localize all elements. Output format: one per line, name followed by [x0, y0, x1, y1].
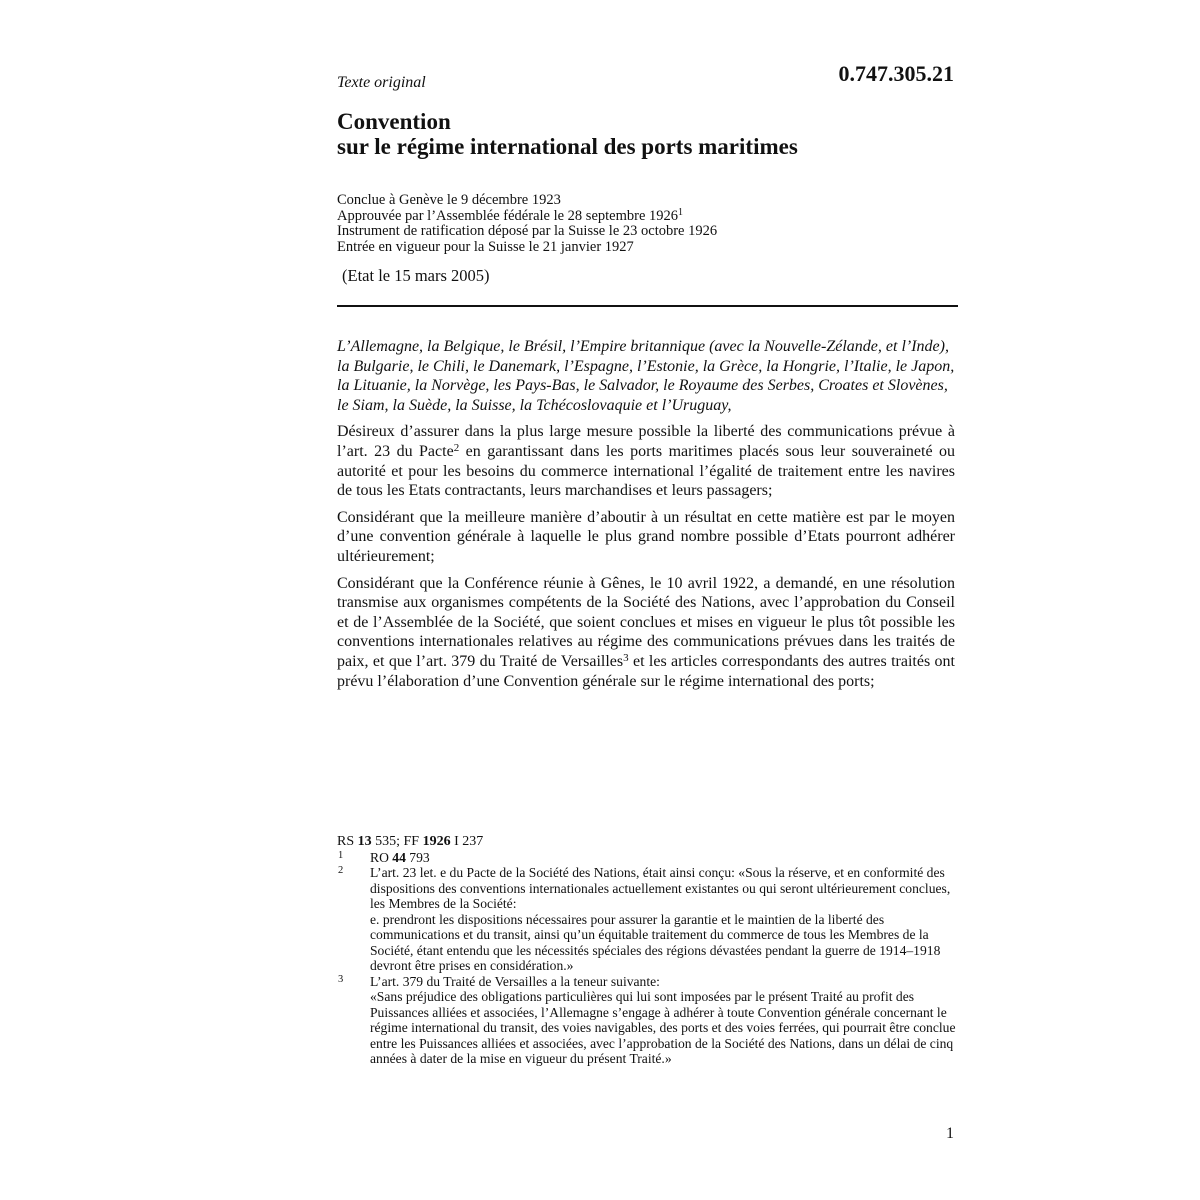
texte-original-label: Texte original	[337, 74, 426, 91]
preamble-paragraph-2: Considérant que la meilleure manière d’aboutir à un résultat en cette matière est par le moyen d’une convention générale à laquelle le plus grand nombre possible d’Etats pourront adhérer ultérieurement;	[337, 508, 955, 565]
footnote-2	[337, 865, 957, 974]
preamble	[337, 337, 955, 698]
meta-approved: Approuvée par l’Assemblée fédérale le 28 septembre 1926$^1$	[337, 206, 684, 224]
meta-ratification: Instrument de ratification déposé par la Suisse le 23 octobre 1926	[337, 223, 718, 239]
footnote-3-text: L’art. 379 du Traité de Versailles a la teneur suivante:	[370, 973, 660, 989]
footnote-ref-3[interactable]: 3	[623, 651, 629, 664]
preamble-paragraph-3: Considérant que la Conférence réunie à Gênes, le 10 avril 1922, a demandé, en une résolution transmise aux organismes compétents de la Société des Nations, avec l’approbation du Conseil et de l’Assemblée de la Société, que soient conclues et mises en vigueur le plus tôt possible les conventions internationales relatives au régime des communications prévues dans les traités de paix, et que l’art. 379 du Traité de Versailles$^3$ et les articles correspondants des autres traités ont prévu l’élaboration d’une Convention générale sur le régime international des ports;	[337, 574, 955, 690]
footnote-3-quote: «Sans préjudice des obligations particulières qui lui sont imposées par le présent Traité au profit des Puissances alliées et associées, l’Allemagne s’engage à adhérer à toute Convention générale concernant le régime international du transit, des voies navigables, des ports et des voies ferrées, qui pourrait être conclue entre les Puissances alliées et associées, avec l’approbation de la Société des Nations, dans un délai de cinq années à dater de la mise en vigueur du présent Traité.»	[370, 989, 956, 1066]
page-title	[337, 109, 798, 159]
title-line-1: Convention	[337, 109, 451, 134]
page-number: 1	[946, 1125, 954, 1142]
document-number: 0.747.305.21	[838, 61, 954, 86]
footnote-2-subsection: e. prendront les dispositions nécessaires pour assurer la garantie et le maintien de la liberté des communications et du transit, ainsi qu’un équitable traitement du commerce de tous les Membres de la Société, étant entendu que les nécessités spéciales des régions dévastées pendant la guerre de 1914–1918 devront être prises en considération.»	[370, 911, 941, 973]
contracting-parties: L’Allemagne, la Belgique, le Brésil, l’Empire britannique (avec la Nouvelle-Zélande, et l’Inde), la Bulgarie, le Chili, le Danemark, l’Espagne, l’Estonie, la Grèce, la Hongrie, l’Italie, le Japon, la Lituanie, la Norvège, les Pays-Bas, le Salvador, le Royaume des Serbes, Croates et Slovènes, le Siam, la Suède, la Suisse, la Tchécoslovaquie et l’Uruguay,	[337, 338, 955, 414]
footnote-number: 2	[338, 865, 344, 876]
footnote-ref-1[interactable]: 1	[678, 206, 684, 218]
meta-concluded: Conclue à Genève le 9 décembre 1923	[337, 192, 561, 208]
title-line-2: sur le régime international des ports maritimes	[337, 134, 798, 159]
footnote-ref-2[interactable]: 2	[453, 441, 460, 454]
meta-entry-into-force: Entrée en vigueur pour la Suisse le 21 janvier 1927	[337, 238, 634, 255]
preamble-paragraph-1: Désireux d’assurer dans la plus large mesure possible la liberté des communications prévue à l’art. 23 du Pacte$^2$ en garantissant dans les ports maritimes placés sous leur souveraineté ou autorité et pour les besoins du commerce international l’égalité de traitement entre les navires de tous les Etats contractants, leurs marchandises et leurs passagers;	[337, 423, 956, 500]
footnote-3	[337, 974, 957, 1067]
footnote-number: 3	[338, 973, 344, 985]
footnote-number: 1	[338, 849, 344, 861]
status-date: (Etat le 15 mars 2005)	[342, 266, 490, 285]
header-divider	[337, 305, 958, 307]
document-metadata	[337, 193, 717, 255]
footnotes	[337, 834, 957, 1067]
rs-reference: RS 13 535; FF 1926 I 237	[337, 834, 484, 849]
footnote-1: 1 RO 44 793	[338, 849, 430, 865]
footnote-2-text: L’art. 23 let. e du Pacte de la Société des Nations, était ainsi conçu: «Sous la réserve, et en conformité des dispositions des conventions internationales actuellement existantes ou qui seront ultérieurement conclues, les Membres de la Société:	[370, 865, 951, 911]
